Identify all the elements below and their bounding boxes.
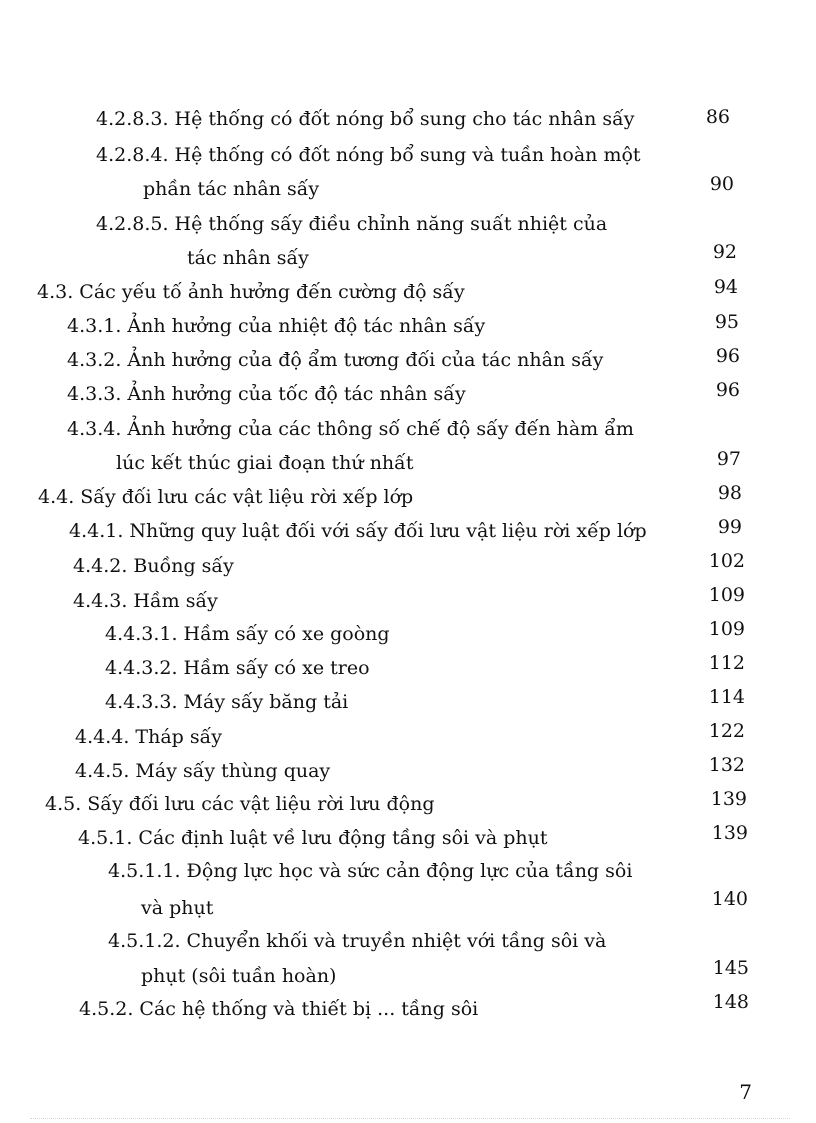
toc-entry-4-4-5: 4.4.5. Máy sấy thùng quay — [75, 760, 331, 782]
toc-entry-4-5: 4.5. Sấy đối lưu các vật liệu rời lưu động — [45, 793, 435, 815]
toc-entry-4-2-8-5-cont: tác nhân sấy — [187, 247, 309, 269]
toc-entry-4-5-1-2-cont: phụt (sôi tuần hoàn) — [141, 965, 337, 987]
toc-entry-4-5-1-1-cont: và phụt — [141, 897, 214, 919]
toc-entry-4-2-8-4: 4.2.8.4. Hệ thống có đốt nóng bổ sung và tuần hoàn một — [96, 144, 641, 166]
toc-page-4-4-3-1: 109 — [708, 618, 745, 640]
toc-page-4-5-2: 148 — [712, 991, 749, 1013]
toc-entry-4-4: 4.4. Sấy đối lưu các vật liệu rời xếp lớp — [38, 486, 414, 508]
toc-page-4-4: 98 — [717, 482, 742, 504]
toc-page-4-5: 139 — [710, 788, 747, 810]
toc-page-4-5-1-1: 140 — [711, 888, 748, 910]
toc-page-4-4-1: 99 — [717, 516, 742, 538]
toc-page-4-4-4: 122 — [708, 720, 745, 742]
toc-page-4-4-3: 109 — [708, 584, 745, 606]
toc-entry-4-4-3-2: 4.4.3.2. Hầm sấy có xe treo — [105, 657, 370, 679]
toc-entry-4-4-1: 4.4.1. Những quy luật đối với sấy đối lưu vật liệu rời xếp lớp — [69, 520, 647, 542]
toc-page-4-3-1: 95 — [714, 311, 739, 333]
toc-entry-4-3-4: 4.3.4. Ảnh hưởng của các thông số chế độ sấy đến hàm ẩm — [67, 418, 634, 440]
toc-page-4-5-1-2: 145 — [712, 957, 749, 979]
toc-entry-4-2-8-3: 4.2.8.3. Hệ thống có đốt nóng bổ sung cho tác nhân sấy — [96, 108, 635, 130]
toc-page-4-2-8-3: 86 — [705, 106, 730, 128]
toc-page-4-5-1: 139 — [711, 822, 748, 844]
toc-entry-4-3-1: 4.3.1. Ảnh hưởng của nhiệt độ tác nhân sấy — [67, 315, 486, 337]
toc-entry-4-4-3-1: 4.4.3.1. Hầm sấy có xe goòng — [105, 623, 390, 645]
toc-entry-4-3-3: 4.3.3. Ảnh hưởng của tốc độ tác nhân sấy — [67, 383, 466, 405]
page-number: 7 — [739, 1080, 752, 1104]
toc-entry-4-4-2: 4.4.2. Buồng sấy — [73, 555, 234, 577]
toc-page-4-4-3-3: 114 — [708, 686, 745, 708]
toc-page-4-3-4: 97 — [716, 448, 741, 470]
toc-entry-4-3: 4.3. Các yếu tố ảnh hưởng đến cường độ sấy — [37, 281, 465, 303]
toc-entry-4-2-8-4-cont: phần tác nhân sấy — [143, 178, 320, 200]
toc-page-4-4-2: 102 — [708, 550, 745, 572]
toc-entry-4-4-4: 4.4.4. Tháp sấy — [75, 726, 222, 748]
toc-entry-4-3-4-cont: lúc kết thúc giai đoạn thứ nhất — [116, 452, 414, 474]
toc-page-4-3-2: 96 — [715, 345, 740, 367]
toc-entry-4-5-1-1: 4.5.1.1. Động lực học và sức cản động lực của tầng sôi — [108, 860, 633, 882]
toc-entry-4-5-1: 4.5.1. Các định luật về lưu động tầng sôi và phụt — [78, 827, 548, 849]
toc-entry-4-4-3-3: 4.4.3.3. Máy sấy băng tải — [105, 691, 349, 713]
toc-page-4-4-3-2: 112 — [708, 652, 745, 674]
toc-page-4-2-8-4: 90 — [709, 173, 734, 195]
toc-page-4-2-8-5: 92 — [712, 241, 737, 263]
toc-entry-4-4-3: 4.4.3. Hầm sấy — [73, 590, 218, 612]
toc-entry-4-5-1-2: 4.5.1.2. Chuyển khối và truyền nhiệt với tầng sôi và — [108, 930, 607, 952]
toc-entry-4-3-2: 4.3.2. Ảnh hưởng của độ ẩm tương đối của tác nhân sấy — [67, 349, 604, 371]
toc-entry-4-2-8-5: 4.2.8.5. Hệ thống sấy điều chỉnh năng suất nhiệt của — [96, 213, 608, 235]
toc-page-4-3-3: 96 — [715, 379, 740, 401]
toc-entry-4-5-2: 4.5.2. Các hệ thống và thiết bị ... tầng sôi — [79, 998, 479, 1020]
bottom-rule — [30, 1118, 790, 1119]
toc-page-4-3: 94 — [713, 276, 738, 298]
toc-page-4-4-5: 132 — [708, 754, 745, 776]
